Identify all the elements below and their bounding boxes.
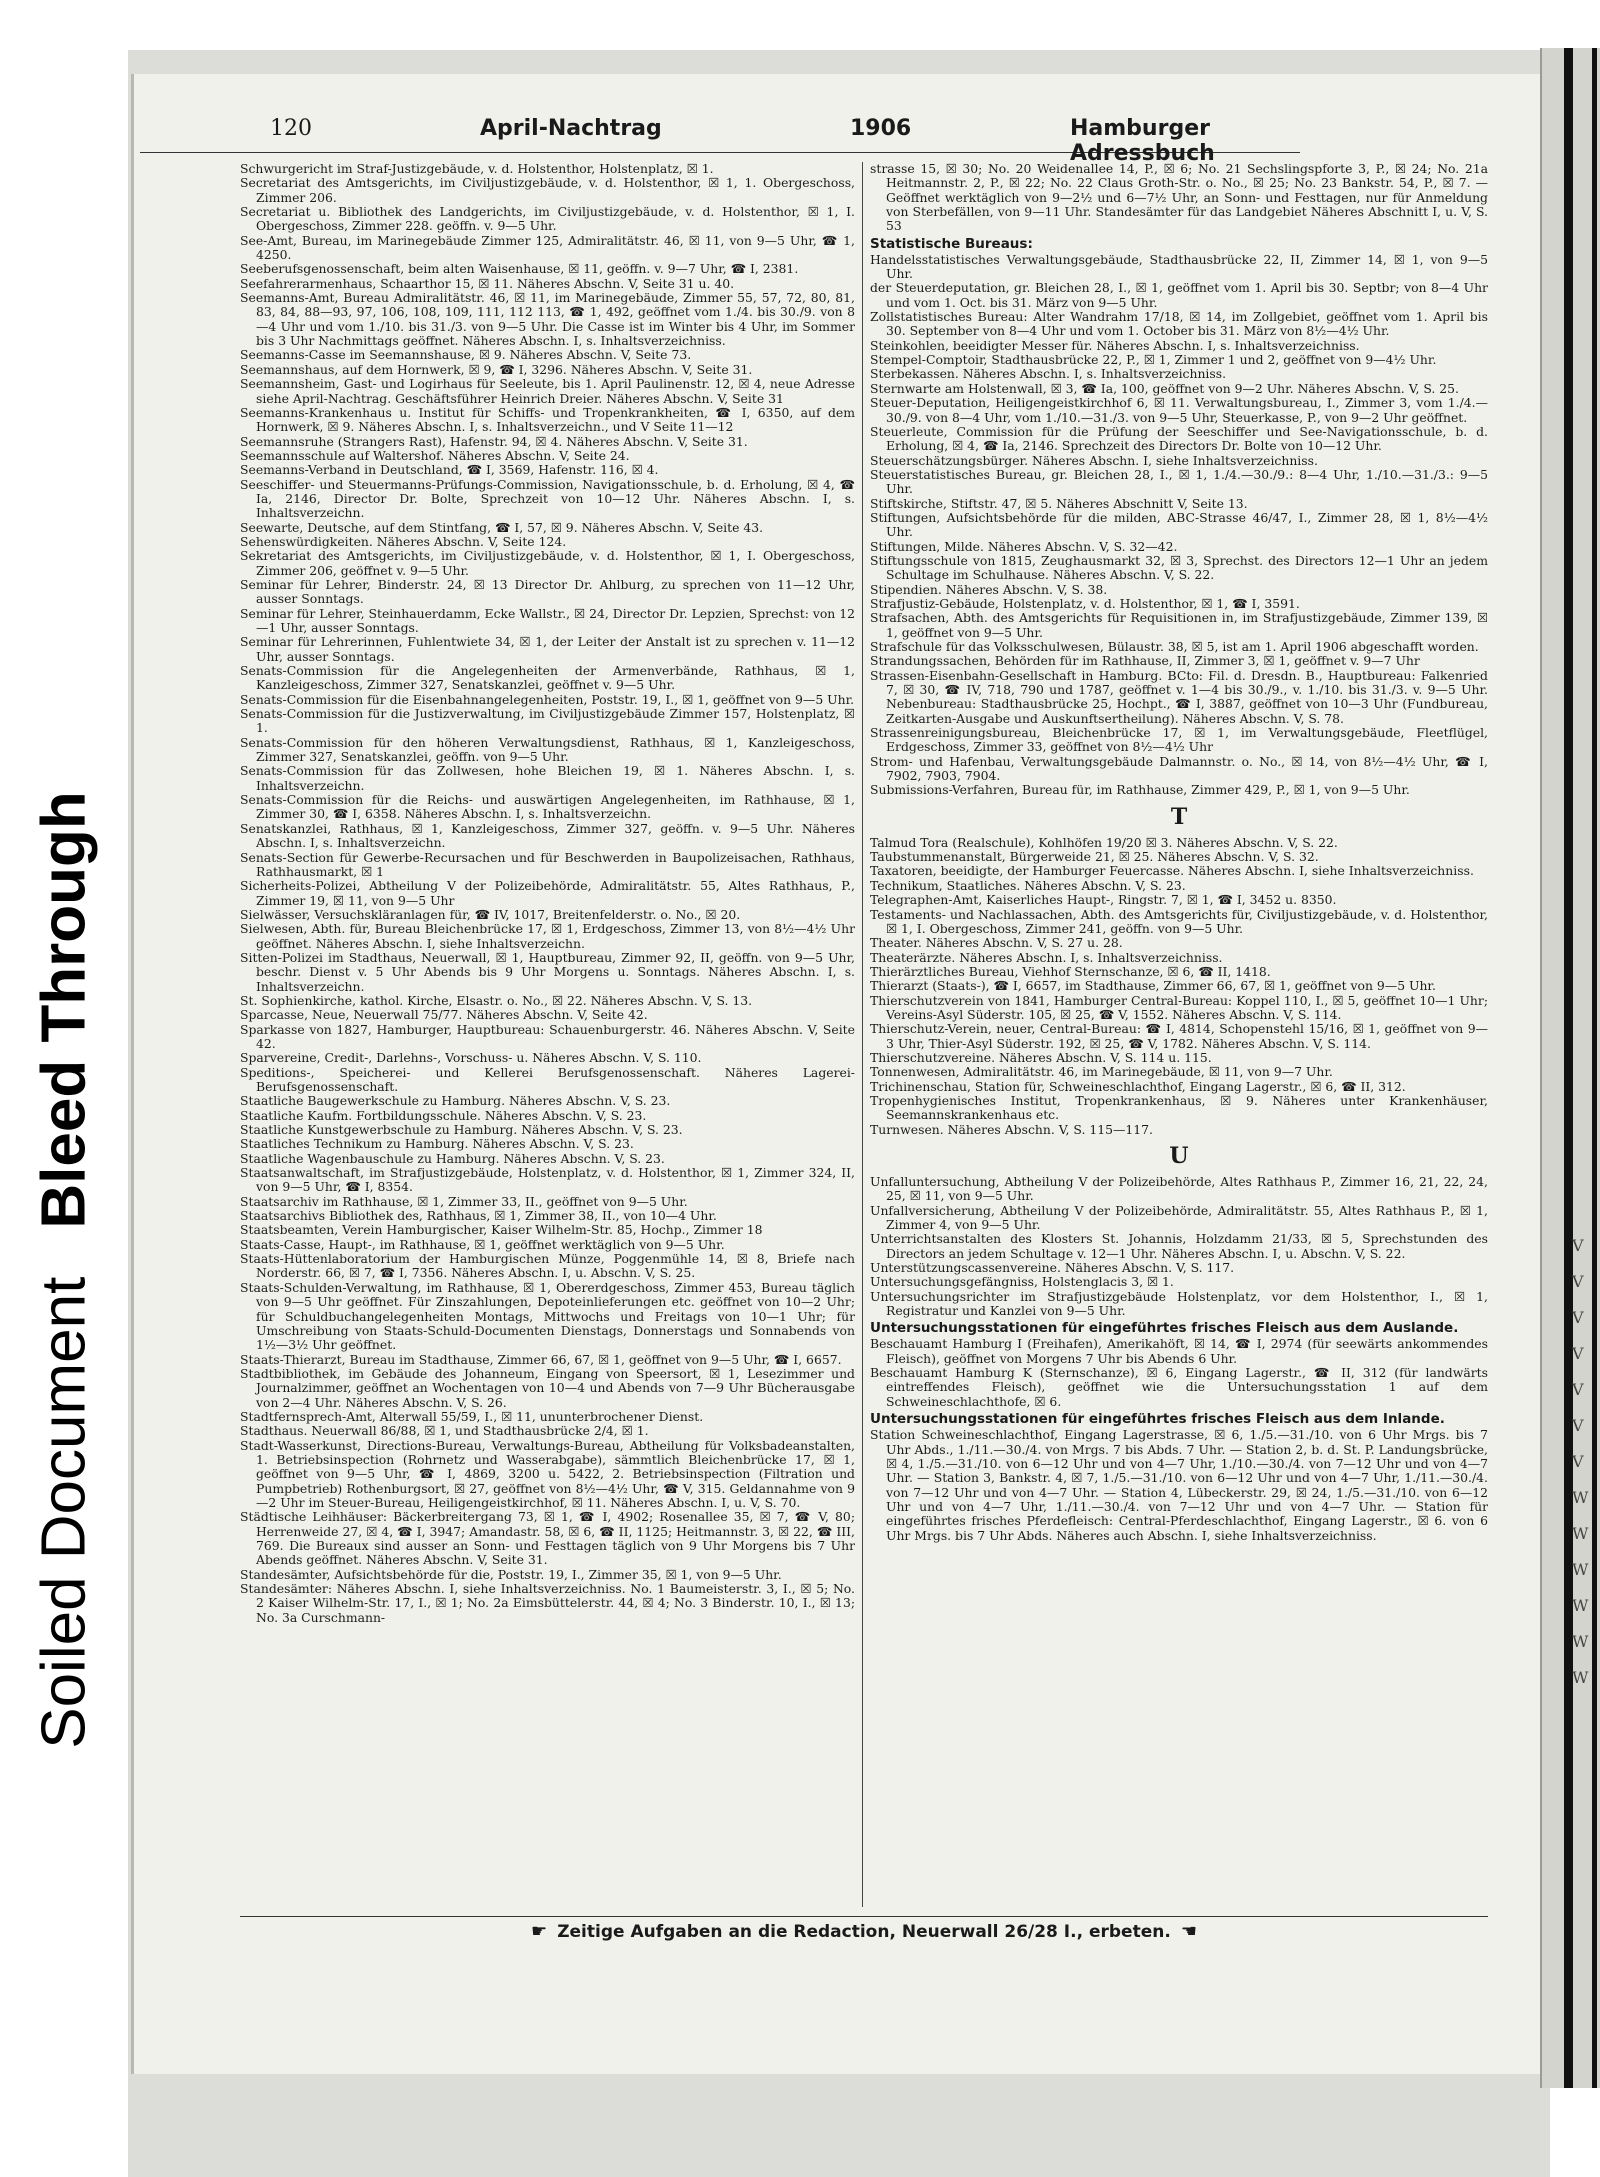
directory-entry: Unfalluntersuchung, Abtheilung V der Polizeibehörde, Altes Rathhaus P., Zimmer 16, 21, 22, 24, 25, ☒ 11, von 9—5 Uhr. xyxy=(870,1174,1488,1204)
directory-entry: Standesämter: Näheres Abschn. I, siehe Inhaltsverzeichniss. No. 1 Baumeisterstr. 3, I., ☒ 5; No. 2 Kaiser Wilhelm-Str. 17, I., ☒ 1; No. 2a Eimsbüttelerstr. 44, ☒ 4; No. 3 Binderstr. 10, I., ☒ 13; No. 3a Curschmann- xyxy=(240,1581,855,1625)
directory-entry: Theaterärzte. Näheres Abschn. I, s. Inhaltsverzeichniss. xyxy=(870,949,1223,965)
directory-entry: Strom- und Hafenbau, Verwaltungsgebäude Dalmannstr. o. No., ☒ 14, von 8½—4½ Uhr, ☎ I, 7902, 7903, 7904. xyxy=(870,753,1488,784)
directory-entry: Thierschutz-Verein, neuer, Central-Bureau: ☎ I, 4814, Schopenstehl 15/16, ☒ 1, geöffnet von 9—3 Uhr, Thier-Asyl Süderstr. 192, ☒ 25, ☎ V, 1782. Näheres Abschn. V, S. 114. xyxy=(870,1021,1488,1051)
facing-page-edge xyxy=(1540,48,1600,2088)
facing-page-glyph: W xyxy=(1572,1632,1589,1651)
directory-entry: Unterrichtsanstalten des Klosters St. Johannis, Holzdamm 21/33, ☒ 5, Sprechstunden des Directors an jedem Schultage v. 12—1 Uhr. Näheres Abschn. I, u. Abschn. V, S. 22. xyxy=(870,1231,1488,1261)
directory-entry: Seemanns-Amt, Bureau Admiralitätstr. 46, ☒ 11, im Marinegebäude, Zimmer 55, 57, 72, 80, 81, 83, 84, 88—93, 97, 106, 108, 109, 111, 112 113, ☎ 1, 492, geöffnet vom 1./4. bis 30./9. von 8—4 Uhr und vom 1./10. bis 31./3. von 9—5 Uhr. Die Casse ist im Winter bis 4 Uhr, im Sommer bis 3 Uhr Nachmittags geöffnet. Näheres Abschn. I, s. Inhaltsverzeichniss. xyxy=(240,290,855,349)
directory-entry: Seemannsruhe (Strangers Rast), Hafenstr. 94, ☒ 4. Näheres Abschn. V, Seite 31. xyxy=(240,433,748,449)
section-heading-fleisch-ausland: Untersuchungsstationen für eingeführtes frisches Fleisch aus dem Auslande. xyxy=(870,1320,1459,1337)
directory-entry: Senatskanzlei, Rathhaus, ☒ 1, Kanzleigeschoss, Zimmer 327, geöffn. v. 9—5 Uhr. Näheres Abschn. I, s. Inhaltsverzeichn. xyxy=(240,820,855,851)
directory-entry: Schwurgericht im Straf-Justizgebäude, v. d. Holstenthor, Holstenplatz, ☒ 1. xyxy=(240,162,714,176)
directory-entry: der Steuerdeputation, gr. Bleichen 28, I., ☒ 1, geöffnet vom 1. April bis 30. Septbr; von 8—4 Uhr und vom 1. Oct. bis 31. März von 9—5 Uhr. xyxy=(870,280,1488,310)
directory-entry: Submissions-Verfahren, Bureau für, im Rathhause, Zimmer 429, P., ☒ 1, von 9—5 Uhr. xyxy=(870,782,1410,798)
pointing-hand-icon: ☛ xyxy=(531,1921,548,1942)
facing-page-glyph: V xyxy=(1572,1272,1584,1291)
directory-entry: See-Amt, Bureau, im Marinegebäude Zimmer 125, Admiralitätstr. 46, ☒ 11, von 9—5 Uhr, ☎ 1, 4250. xyxy=(240,232,855,263)
directory-entry: Stipendien. Näheres Abschn. V, S. 38. xyxy=(870,581,1108,597)
directory-entry: Telegraphen-Amt, Kaiserliches Haupt-, Ringstr. 7, ☒ 1, ☎ I, 3452 u. 8350. xyxy=(870,892,1337,908)
facing-page-glyph: W xyxy=(1572,1596,1589,1615)
column-divider xyxy=(862,162,863,1907)
facing-page-glyphs xyxy=(1572,1228,1596,1696)
edge-shadow xyxy=(1592,48,1597,2088)
pointing-hand-icon: ☚ xyxy=(1180,1921,1197,1942)
directory-entry: Staats-Casse, Haupt-, im Rathhause, ☒ 1, geöffnet werktäglich von 9—5 Uhr. xyxy=(240,1236,725,1252)
directory-entry: Senats-Commission für die Reichs- und auswärtigen Angelegenheiten, im Rathhause, ☒ 1, Zimmer 30, ☎ I, 6358. Näheres Abschn. I, s. Inhaltsverzeichn. xyxy=(240,792,855,822)
directory-entry: Strafjustiz-Gebäude, Holstenplatz, v. d. Holstenthor, ☒ 1, ☎ I, 3591. xyxy=(870,595,1300,611)
directory-entry: Handelsstatistisches Verwaltungsgebäude, Stadthausbrücke 22, II, Zimmer 14, ☒ 1, von 9—5 Uhr. xyxy=(870,251,1488,282)
directory-entry: Strassenreinigungsbureau, Bleichenbrücke 17, ☒ 1, im Verwaltungsgebäude, Fleetflügel, Erdgeschoss, Zimmer 33, geöffnet von 8½—4½ Uhr xyxy=(870,725,1488,755)
directory-entry: Sielwesen, Abth. für, Bureau Bleichenbrücke 17, ☒ 1, Erdgeschoss, Zimmer 13, von 8½—4½ Uhr geöffnet. Näheres Abschn. I, siehe Inhaltsverzeichn. xyxy=(240,921,855,951)
section-heading-fleisch-inland: Untersuchungsstationen für eingeführtes frisches Fleisch aus dem Inlande. xyxy=(870,1411,1445,1428)
directory-entry: Unfallversicherung, Abtheilung V der Polizeibehörde, Admiralitätstr. 55, Altes Rathhaus P., ☒ 1, Zimmer 4, von 9—5 Uhr. xyxy=(870,1202,1488,1233)
directory-entry: Sterbekassen. Näheres Abschn. I, s. Inhaltsverzeichniss. xyxy=(870,366,1227,382)
facing-page-glyph: V xyxy=(1572,1308,1584,1327)
directory-entry: Senats-Commission für die Eisenbahnangelegenheiten, Poststr. 19, I., ☒ 1, geöffnet von 9—5 Uhr. xyxy=(240,691,855,707)
directory-entry: Taubstummenanstalt, Bürgerweide 21, ☒ 25. Näheres Abschn. V, S. 32. xyxy=(870,849,1319,865)
directory-entry: strasse 15, ☒ 30; No. 20 Weidenallee 14, P., ☒ 6; No. 21 Sechslingspforte 3, P., ☒ 24; No. 21a Heitmannstr. 2, P., ☒ 22; No. 22 Claus Groth-Str. o. No., ☒ 25; No. 23 Bankstr. 54, P., ☒ 7. — Geöffnet werktäglich von 9—2½ und 6—7½ Uhr, an Sonn- und Festtagen, nur für Anmeldung von Sterbefällen, von 9—11 Uhr. Standesämter für das Landgebiet Näheres Abschnitt I, u. V, S. 53 xyxy=(870,162,1488,234)
directory-entry: Seemannsschule auf Waltershof. Näheres Abschn. V, Seite 24. xyxy=(240,447,630,463)
directory-entry: Senats-Commission für die Justizverwaltung, im Civiljustizgebäude Zimmer 157, Holstenplatz, ☒ 1. xyxy=(240,706,855,736)
directory-entry: Senats-Commission für den höheren Verwaltungsdienst, Rathhaus, ☒ 1, Kanzleigeschoss, Zimmer 327, Senatskanzlei, geöffn. von 9—5 Uhr. xyxy=(240,734,855,765)
footer-notice: Zeitige Aufgaben an die Redaction, Neuerwall 26/28 I., erbeten. xyxy=(557,1922,1171,1942)
directory-entry: Beschauamt Hamburg I (Freihafen), Amerikahöft, ☒ 14, ☎ I, 2974 (für seewärts ankommendes Fleisch), geöffnet von Morgens 7 Uhr bis Abends 6 Uhr. xyxy=(870,1336,1488,1366)
directory-entry: Städtische Leihhäuser: Bäckerbreitergang 73, ☒ 1, ☎ I, 4902; Rosenallee 35, ☒ 7, ☎ V, 80; Herrenweide 27, ☒ 4, ☎ I, 3947; Amandastr. 58, ☒ 6, ☎ II, 1125; Heitmannstr. 3, ☒ 22, ☎ III, 769. Die Bureaux sind ausser an Sonn- und Festtagen täglich von 9 Uhr Morgens bis 7 Uhr Abends geöffnet. Näheres Abschn. V, Seite 31. xyxy=(240,1509,855,1568)
bleed-through-label: Bleed Through xyxy=(29,791,99,1229)
directory-entry: Senats-Commission für die Angelegenheiten der Armenverbände, Rathhaus, ☒ 1, Kanzleigeschoss, Zimmer 327, Senatskanzlei, geöffnet v. 9—5 Uhr. xyxy=(240,663,855,693)
directory-entry: Zollstatistisches Bureau: Alter Wandrahm 17/18, ☒ 14, im Zollgebiet, geöffnet vom 1. April bis 30. September von 8—4 Uhr und vom 1. October bis 31. März von 8½—4½ Uhr. xyxy=(870,309,1488,339)
directory-entry: Seeberufsgenossenschaft, beim alten Waisenhause, ☒ 11, geöffn. v. 9—7 Uhr, ☎ I, 2381. xyxy=(240,261,799,277)
directory-entry: Technikum, Staatliches. Näheres Abschn. V, S. 23. xyxy=(870,877,1186,893)
directory-entry: Staatliche Kaufm. Fortbildungsschule. Näheres Abschn. V, S. 23. xyxy=(240,1107,647,1123)
directory-entry: Staatsbeamten, Verein Hamburgischer, Kaiser Wilhelm-Str. 85, Hochp., Zimmer 18 xyxy=(240,1222,763,1238)
directory-entry: Seemannsheim, Gast- und Logirhaus für Seeleute, bis 1. April Paulinenstr. 12, ☒ 4, neue Adresse siehe April-Nachtrag. Geschäftsführer Heinrich Dreier. Näheres Abschn. V, Seite 31 xyxy=(240,376,855,406)
directory-entry: Theater. Näheres Abschn. V, S. 27 u. 28. xyxy=(870,935,1123,951)
directory-entry: Trichinenschau, Station für, Schweineschlachthof, Eingang Lagerstr., ☒ 6, ☎ II, 312. xyxy=(870,1078,1406,1094)
section-heading-statistische-bureaus: Statistische Bureaus: xyxy=(870,235,1033,252)
binding-shadow xyxy=(1564,48,1573,2088)
directory-entry: Stadtfernsprech-Amt, Alterwall 55/59, I., ☒ 11, ununterbrochener Dienst. xyxy=(240,1408,704,1424)
header-book: Hamburger Adressbuch xyxy=(1070,116,1215,166)
directory-entry: Tropenhygienisches Institut, Tropenkrankenhaus, ☒ 9. Näheres unter Krankenhäuser, Seemannskrankenhaus etc. xyxy=(870,1092,1488,1123)
facing-page-glyph: V xyxy=(1572,1236,1584,1255)
directory-entry: Taxatoren, beeidigte, der Hamburger Feuercasse. Näheres Abschn. I, siehe Inhaltsverzeichniss. xyxy=(870,863,1474,879)
directory-entry: Seefahrerarmenhaus, Schaarthor 15, ☒ 11. Näheres Abschn. V, Seite 31 u. 40. xyxy=(240,275,735,291)
directory-entry: Steinkohlen, beeidigter Messer für. Näheres Abschn. I, s. Inhaltsverzeichniss. xyxy=(870,337,1360,353)
facing-page-glyph: W xyxy=(1572,1668,1589,1687)
directory-entry: Stiftskirche, Stiftstr. 47, ☒ 5. Näheres Abschnitt V, Seite 13. xyxy=(870,495,1248,511)
document-condition-label xyxy=(29,791,100,1749)
directory-entry: Staats-Schulden-Verwaltung, im Rathhause, ☒ 1, Obererdgeschoss, Zimmer 453, Bureau täglich von 9—5 Uhr geöffnet. Für Zinszahlungen, Depoteinlieferungen etc. geöffnet von 10—2 Uhr; für Schuldbuchangelegenheiten Montags, Mittwochs und Freitags von 10—1 Uhr; für Umschreibung von Staats-Schuld-Documenten Dienstags, Donnerstags und Sonnabends von 1½—3½ Uhr geöffnet. xyxy=(240,1279,855,1353)
facing-page-glyph: W xyxy=(1572,1524,1589,1543)
directory-entry: Sielwässer, Versuchskläranlagen für, ☎ IV, 1017, Breitenfelderstr. o. No., ☒ 20. xyxy=(240,906,741,922)
directory-entry: Stadtbibliothek, im Gebäude des Johanneum, Eingang von Speersort, ☒ 1, Lesezimmer und Journalzimmer, geöffnet an Wochentagen von 10—4 und Abends von 7—9 Uhr Bücherausgabe von 2—4 Uhr. Näheres Abschn. V, S. 26. xyxy=(240,1365,855,1410)
directory-entry: Turnwesen. Näheres Abschn. V, S. 115—117. xyxy=(870,1121,1153,1137)
facing-page-glyph: V xyxy=(1572,1380,1584,1399)
directory-entry: Staatsarchivs Bibliothek des, Rathhaus, ☒ 1, Zimmer 38, II., von 10—4 Uhr. xyxy=(240,1208,717,1224)
directory-entry: Staatliche Baugewerkschule zu Hamburg. Näheres Abschn. V, S. 23. xyxy=(240,1093,671,1109)
directory-entry: Thierschutzverein von 1841, Hamburger Central-Bureau: Koppel 110, I., ☒ 5, geöffnet 10—1 Uhr; Vereins-Asyl Süderstr. 105, ☒ 25, ☎ V, 1552. Näheres Abschn. V, S. 114. xyxy=(870,992,1488,1022)
directory-entry: Sparvereine, Credit-, Darlehns-, Vorschuss- u. Näheres Abschn. V, S. 110. xyxy=(240,1050,702,1066)
directory-entry: Sehenswürdigkeiten. Näheres Abschn. V, Seite 124. xyxy=(240,533,567,549)
page-header xyxy=(140,112,1300,166)
directory-entry: Seeschiffer- und Steuermanns-Prüfungs-Commission, Navigationsschule, b. d. Erholung, ☒ 4, ☎ Ia, 2146, Director Dr. Bolte, Sprechzeit von 10—12 Uhr. Näheres Abschn. I, s. Inhaltsverzeichn. xyxy=(240,476,855,521)
directory-entry: Secretariat u. Bibliothek des Landgerichts, im Civiljustizgebäude, v. d. Holstenthor, ☒ 1, I. Obergeschoss, Zimmer 228. geöffn. v. 9—5 Uhr. xyxy=(240,204,855,234)
directory-entry: Beschauamt Hamburg K (Sternschanze), ☒ 6, Eingang Lagerstr., ☎ II, 312 (für landwärts eintreffendes Fleisch), geöffnet wie die Untersuchungsstation 1 auf dem Schweineschlachthofe, ☒ 6. xyxy=(870,1365,1488,1409)
directory-entry: Thierschutzvereine. Näheres Abschn. V, S. 114 u. 115. xyxy=(870,1049,1212,1065)
directory-entry: Strandungssachen, Behörden für im Rathhause, II, Zimmer 3, ☒ 1, geöffnet v. 9—7 Uhr xyxy=(870,653,1420,669)
directory-entry: Seminar für Lehrer, Binderstr. 24, ☒ 13 Director Dr. Ahlburg, zu sprechen von 11—12 Uhr, ausser Sonntags. xyxy=(240,576,855,607)
directory-entry: Seminar für Lehrerinnen, Fuhlentwiete 34, ☒ 1, der Leiter der Anstalt ist zu sprechen v. 11—12 Uhr, ausser Sonntags. xyxy=(240,634,855,664)
header-year: 1906 xyxy=(850,116,912,141)
directory-entry: Seemanns-Verband in Deutschland, ☎ I, 3569, Hafenstr. 116, ☒ 4. xyxy=(240,462,659,478)
directory-entry: Senats-Commission für das Zollwesen, hohe Bleichen 19, ☒ 1. Näheres Abschn. I, s. Inhaltsverzeichn. xyxy=(240,763,855,793)
directory-entry: Sicherheits-Polizei, Abtheilung V der Polizeibehörde, Admiralitätstr. 55, Altes Rathhaus, P., Zimmer 19, ☒ 11, von 9—5 Uhr xyxy=(240,878,855,908)
directory-entry: Sparkasse von 1827, Hamburger, Hauptbureau: Schauenburgerstr. 46. Näheres Abschn. V, Seite 42. xyxy=(240,1021,855,1051)
directory-entry: Strassen-Eisenbahn-Gesellschaft in Hamburg. BCto: Fil. d. Dresdn. B., Hauptbureau: Falkenried 7, ☒ 30, ☎ IV, 718, 790 und 1787, geöffnet v. 1—4 bis 30./9., v. 1./10. bis 31./3. v. 9—5 Uhr. Nebenbureau: Stadthausbrücke 25, Hochpt., ☎ I, 3887, geöffnet von 10—3 Uhr (Fundbureau, Zeitkarten-Ausgabe und Auskunftsertheilung). Näheres Abschn. V, S. 78. xyxy=(870,667,1488,726)
directory-entry: Seewarte, Deutsche, auf dem Stintfang, ☎ I, 57, ☒ 9. Näheres Abschn. V, Seite 43. xyxy=(240,519,764,535)
directory-entry: Staatliche Wagenbauschule zu Hamburg. Näheres Abschn. V, S. 23. xyxy=(240,1150,665,1166)
facing-page-glyph: V xyxy=(1572,1416,1584,1435)
directory-entry: Steuerschätzungsbürger. Näheres Abschn. I, siehe Inhaltsverzeichniss. xyxy=(870,452,1318,468)
soiled-document-label: Soiled Document xyxy=(29,1276,99,1749)
directory-entry: Sparcasse, Neue, Neuerwall 75/77. Näheres Abschn. V, Seite 42. xyxy=(240,1007,648,1023)
directory-entry: Unterstützungscassenvereine. Näheres Abschn. V, S. 117. xyxy=(870,1260,1235,1276)
directory-entry: Staatsanwaltschaft, im Strafjustizgebäude, Holstenplatz, v. d. Holstenthor, ☒ 1, Zimmer 324, II, von 9—5 Uhr, ☎ I, 8354. xyxy=(240,1165,855,1195)
directory-entry: Staatsarchiv im Rathhause, ☒ 1, Zimmer 33, II., geöffnet von 9—5 Uhr. xyxy=(240,1193,688,1209)
directory-entry: Stiftungen, Aufsichtsbehörde für die milden, ABC-Strasse 46/47, I., Zimmer 28, ☒ 1, 8½—4½ Uhr. xyxy=(870,509,1488,540)
directory-entry: Senats-Section für Gewerbe-Recursachen und für Beschwerden in Baupolizeisachen, Rathhaus, Rathhausmarkt, ☒ 1 xyxy=(240,849,855,879)
facing-page-glyph: W xyxy=(1572,1560,1589,1579)
directory-entry: Thierärztliches Bureau, Viehhof Sternschanze, ☒ 6, ☎ II, 1418. xyxy=(870,963,1271,979)
directory-entry: Station Schweineschlachthof, Eingang Lagerstrasse, ☒ 6, 1./5.—31./10. von 6 Uhr Mrgs. bis 7 Uhr Abds., 1./11.—30./4. von Mrgs. 7 bis Abds. 7 Uhr. — Station 2, b. d. St. P. Landungsbrücke, ☒ 4, 1./5.—31./10. von 6—12 Uhr und von 4—7 Uhr, 1./10.—30./4. von 7—12 Uhr und von 4—7 Uhr. — Station 3, Bankstr. 4, ☒ 7, 1./5.—31./10. von 6—12 Uhr und von 4—7 Uhr, 1./11.—30./4. von 7—12 Uhr und von 4—7 Uhr. — Station 4, Lübeckerstr. 29, ☒ 24, 1./5.—31./10. von 6—12 Uhr und von 4—7 Uhr, 1./11.—30./4. von 7—12 Uhr und von 4—7 Uhr. — Station für eingeführtes frisches Pferdefleisch: Central-Pferdeschlachthof, Eingang Lagerstr., ☒ 6. von 6 Uhr Mrgs. bis 7 Uhr Abds. Näheres auch Abschn. I, siehe Inhaltsverzeichniss. xyxy=(870,1427,1488,1543)
directory-entry: Steuer-Deputation, Heiligengeistkirchhof 6, ☒ 11. Verwaltungsbureau, I., Zimmer 3, vom 1./4.—30./9. von 8—4 Uhr, vom 1./10.—31./3. von 9—5 Uhr, Steuerkasse, P., von 9—2 Uhr geöffnet. xyxy=(870,395,1488,425)
directory-entry: Thierarzt (Staats-), ☎ I, 6657, im Stadthause, Zimmer 66, 67, ☒ 1, geöffnet von 9—5 Uhr. xyxy=(870,978,1436,994)
left-margin xyxy=(0,0,128,2177)
directory-entry: Staats-Hüttenlaboratorium der Hamburgischen Münze, Poggenmühle 14, ☒ 8, Briefe nach Norderstr. 66, ☒ 7, ☎ I, 7356. Näheres Abschn. I, u. Abschn. V, S. 25. xyxy=(240,1251,855,1281)
directory-entry: Sitten-Polizei im Stadthaus, Neuerwall, ☒ 1, Hauptbureau, Zimmer 92, II, geöffn. von 9—5 Uhr, beschr. Dienst v. 5 Uhr Abends bis 9 Uhr Morgens u. Sonntags. Näheres Abschn. I, s. Inhaltsverzeichn. xyxy=(240,949,855,994)
letter-heading-u: U xyxy=(1169,1143,1189,1169)
directory-entry: Secretariat des Amtsgerichts, im Civiljustizgebäude, v. d. Holstenthor, ☒ 1, 1. Obergeschoss, Zimmer 206. xyxy=(240,175,855,205)
facing-page-glyph: V xyxy=(1572,1344,1584,1363)
letter-heading-t: T xyxy=(1170,803,1188,830)
directory-entry: Seemanns-Casse im Seemannshause, ☒ 9. Näheres Abschn. V, Seite 73. xyxy=(240,347,692,363)
directory-entry: Untersuchungsgefängniss, Holstenglacis 3, ☒ 1. xyxy=(870,1274,1174,1290)
directory-entry: Sternwarte am Holstenwall, ☒ 3, ☎ Ia, 100, geöffnet von 9—2 Uhr. Näheres Abschn. V, S. 25. xyxy=(870,380,1459,396)
directory-entry: Tonnenwesen, Admiralitätstr. 46, im Marinegebäude, ☒ 11, von 9—7 Uhr. xyxy=(870,1064,1333,1080)
directory-entry: Strafschule für das Volksschulwesen, Bülaustr. 38, ☒ 5, ist am 1. April 1906 abgeschafft worden. xyxy=(870,639,1479,654)
right-column xyxy=(870,162,1488,1910)
directory-entry: Speditions-, Speicherei- und Kellerei Berufsgenossenschaft. Näheres Lagerei-Berufsgenossenschaft. xyxy=(240,1064,855,1094)
left-column xyxy=(240,162,855,1910)
directory-entry: Stiftungen, Milde. Näheres Abschn. V, S. 32—42. xyxy=(870,538,1178,554)
directory-entry: Seemanns-Krankenhaus u. Institut für Schiffs- und Tropenkrankheiten, ☎ I, 6350, auf dem Hornwerk, ☒ 9. Näheres Abschn. I, s. Inhaltsverzeichn., und V Seite 11—12 xyxy=(240,404,855,435)
directory-entry: Stiftungsschule von 1815, Zeughausmarkt 32, ☒ 3, Sprechst. des Directors 12—1 Uhr an jedem Schultage im Schulhause. Näheres Abschn. V, S. 22. xyxy=(870,552,1488,583)
directory-entry: Steuerstatistisches Bureau, gr. Bleichen 28, I., ☒ 1, 1./4.—30./9.: 8—4 Uhr, 1./10.—31./3.: 9—5 Uhr. xyxy=(870,466,1488,497)
page-footer xyxy=(240,1916,1488,1947)
directory-entry: Staatliches Technikum zu Hamburg. Näheres Abschn. V, S. 23. xyxy=(240,1136,634,1152)
directory-entry: Staats-Thierarzt, Bureau im Stadthause, Zimmer 66, 67, ☒ 1, geöffnet von 9—5 Uhr, ☎ I, 6657. xyxy=(240,1351,842,1367)
page-number: 120 xyxy=(270,116,312,141)
directory-entry: Sekretariat des Amtsgerichts, im Civiljustizgebäude, v. d. Holstenthor, ☒ 1, I. Obergeschoss, Zimmer 206, geöffnet v. 9—5 Uhr. xyxy=(240,548,855,578)
directory-entry: Testaments- und Nachlassachen, Abth. des Amtsgerichts für, Civiljustizgebäude, v. d. Holstenthor, ☒ 1, I. Obergeschoss, Zimmer 241, geöffn. von 9—5 Uhr. xyxy=(870,906,1488,936)
directory-entry: Standesämter, Aufsichtsbehörde für die, Poststr. 19, I., Zimmer 35, ☒ 1, von 9—5 Uhr. xyxy=(240,1566,782,1582)
directory-entry: St. Sophienkirche, kathol. Kirche, Elsastr. o. No., ☒ 22. Näheres Abschn. V, S. 13. xyxy=(240,992,753,1008)
directory-entry: Strafsachen, Abth. des Amtsgerichts für Requisitionen in, im Strafjustizgebäude, Zimmer 139, ☒ 1, geöffnet von 9—5 Uhr. xyxy=(870,610,1488,640)
directory-entry: Staatliche Kunstgewerbschule zu Hamburg. Näheres Abschn. V, S. 23. xyxy=(240,1122,683,1138)
facing-page-glyph: W xyxy=(1572,1488,1589,1507)
directory-entry: Untersuchungsrichter im Strafjustizgebäude Holstenplatz, vor dem Holstenthor, I., ☒ 1, Registratur und Kanzlei von 9—5 Uhr. xyxy=(870,1288,1488,1319)
directory-entry: Stempel-Comptoir, Stadthausbrücke 22, P., ☒ 1, Zimmer 1 und 2, geöffnet von 9—4½ Uhr. xyxy=(870,352,1437,368)
directory-entry: Stadt-Wasserkunst, Directions-Bureau, Verwaltungs-Bureau, Abtheilung für Volksbadeanstalten, 1. Betriebsinspection (Rohrnetz und Wasserabgabe), sämmtlich Bleichenbrücke 17, ☒ 1, geöffnet von 9—5 Uhr, ☎ I, 4869, 3200 u. 5422, 2. Betriebsinspection (Filtration und Pumpbetrieb) Rothenburgsort, ☒ 27, geöffnet von 8½—4½ Uhr, ☎ V, 315. Geldannahme von 9—2 Uhr im Steuer-Bureau, Heiligengeistkirchhof, ☒ 11. Näheres Abschn. I, u. V, S. 70. xyxy=(240,1437,855,1510)
directory-entry: Talmud Tora (Realschule), Kohlhöfen 19/20 ☒ 3. Näheres Abschn. V, S. 22. xyxy=(870,834,1338,850)
facing-page-glyph: V xyxy=(1572,1452,1584,1471)
directory-entry: Steuerleute, Commission für die Prüfung der Seeschiffer und See-Navigationsschule, b. d. Erholung, ☒ 4, ☎ Ia, 2146. Sprechzeit des Directors Dr. Bolte von 10—12 Uhr. xyxy=(870,423,1488,454)
directory-entry: Stadthaus. Neuerwall 86/88, ☒ 1, und Stadthausbrücke 2/4, ☒ 1. xyxy=(240,1423,649,1439)
directory-entry: Seemannshaus, auf dem Hornwerk, ☒ 9, ☎ I, 3296. Näheres Abschn. V, Seite 31. xyxy=(240,361,753,377)
header-title: April-Nachtrag xyxy=(480,116,662,141)
directory-entry: Seminar für Lehrer, Steinhauerdamm, Ecke Wallstr., ☒ 24, Director Dr. Lepzien, Sprechst: von 12—1 Uhr, ausser Sonntags. xyxy=(240,605,855,635)
